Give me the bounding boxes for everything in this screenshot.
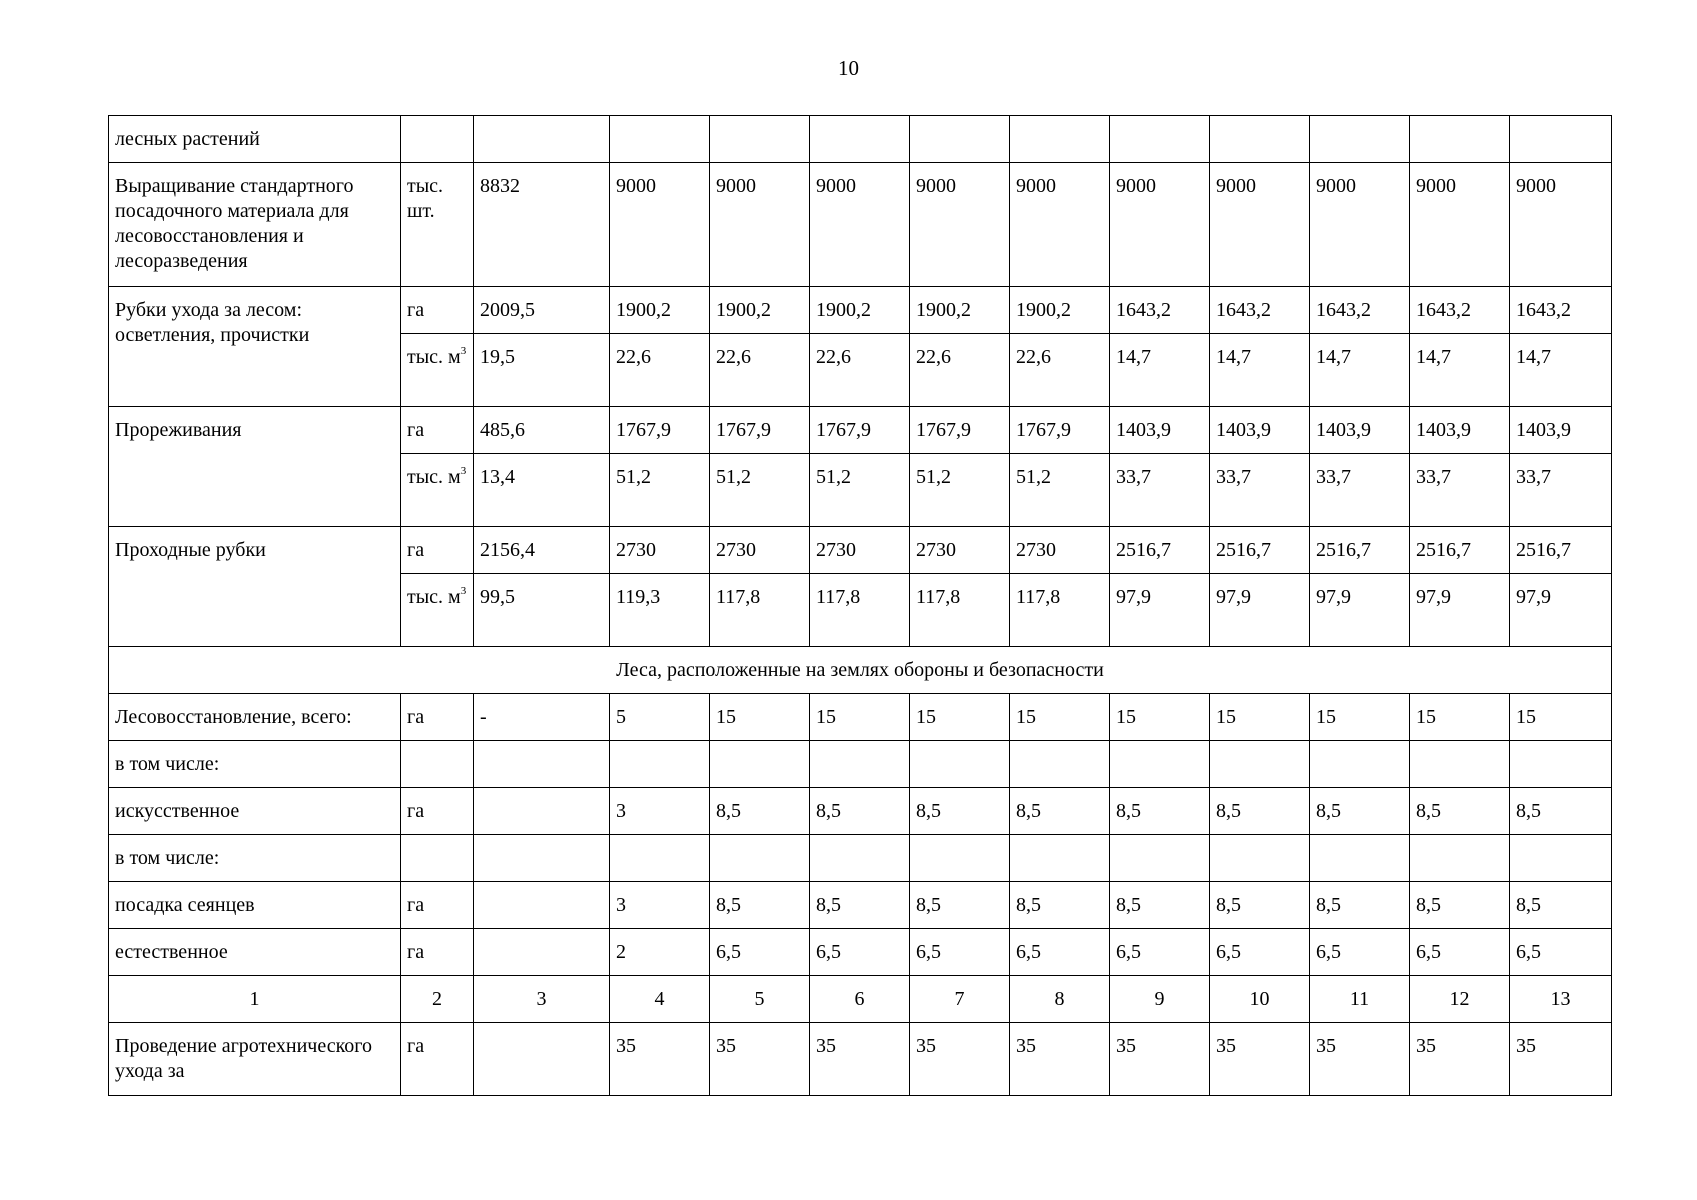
row-name: посадка сеянцев [109,882,401,929]
row-name: лесных растений [109,116,401,163]
column-number: 4 [610,976,710,1023]
empty-cell [910,741,1010,788]
value-cell: 1403,9 [1110,407,1210,454]
empty-cell [474,741,610,788]
row-name: в том числе: [109,741,401,788]
value-cell: 35 [910,1023,1010,1096]
value-cell: 14,7 [1410,334,1510,407]
value-cell: 2516,7 [1110,527,1210,574]
value-cell: 117,8 [810,574,910,647]
empty-cell [1010,835,1110,882]
value-cell: 15 [1010,694,1110,741]
value-cell: 97,9 [1510,574,1612,647]
empty-cell [1010,741,1110,788]
row-name: искусственное [109,788,401,835]
table-row [109,788,1612,835]
value-cell: 2730 [710,527,810,574]
value-cell: 8,5 [1210,882,1310,929]
value-cell: 1767,9 [810,407,910,454]
value-cell: 8,5 [1010,788,1110,835]
value-cell: 14,7 [1510,334,1612,407]
column-number: 2 [401,976,474,1023]
column-number: 1 [109,976,401,1023]
table-body [109,116,1612,1096]
column-number: 9 [1110,976,1210,1023]
empty-cell [1010,116,1110,163]
value-cell: 51,2 [710,454,810,527]
unit-label: тыс. м [407,346,461,368]
unit-cell: га [401,527,474,574]
value-cell: 485,6 [474,407,610,454]
value-cell: 2009,5 [474,287,610,334]
value-cell: 8,5 [1010,882,1110,929]
value-cell: 2730 [810,527,910,574]
empty-cell [401,116,474,163]
row-name: Проведение агротехнического ухода за [109,1023,401,1096]
empty-cell [910,835,1010,882]
value-cell: 35 [610,1023,710,1096]
value-cell: 8,5 [1110,882,1210,929]
value-cell: 51,2 [1010,454,1110,527]
value-cell: 33,7 [1210,454,1310,527]
unit-cell: га [401,1023,474,1096]
value-cell: 22,6 [1010,334,1110,407]
value-cell: 9000 [1410,163,1510,287]
value-cell: 9000 [1010,163,1110,287]
value-cell: 8,5 [710,788,810,835]
value-cell: 9000 [610,163,710,287]
value-cell: 22,6 [910,334,1010,407]
forestry-plan-table [108,115,1612,1096]
value-cell: - [474,694,610,741]
value-cell: 6,5 [1210,929,1310,976]
empty-cell [1210,741,1310,788]
empty-cell [1510,116,1612,163]
value-cell: 14,7 [1210,334,1310,407]
value-cell: 1767,9 [710,407,810,454]
column-number: 5 [710,976,810,1023]
value-cell: 15 [910,694,1010,741]
empty-cell [1510,835,1612,882]
unit-label: тыс. м [407,466,461,488]
value-cell: 1900,2 [610,287,710,334]
empty-cell [1410,741,1510,788]
empty-cell [610,116,710,163]
value-cell: 9000 [1310,163,1410,287]
value-cell: 15 [810,694,910,741]
row-name: Рубки ухода за лесом: осветления, прочистки [109,287,401,407]
row-name: Выращивание стандартного посадочного материала для лесовосстановления и лесоразведения [109,163,401,287]
row-name: Прореживания [109,407,401,527]
table-row [109,835,1612,882]
empty-cell [810,835,910,882]
table-row [109,694,1612,741]
unit-cell [401,574,474,647]
value-cell: 2516,7 [1510,527,1612,574]
value-cell: 33,7 [1510,454,1612,527]
empty-cell [610,741,710,788]
table-row [109,741,1612,788]
value-cell: 35 [1010,1023,1110,1096]
value-cell: 8,5 [1210,788,1310,835]
table-row [109,882,1612,929]
empty-cell [1110,741,1210,788]
value-cell: 19,5 [474,334,610,407]
empty-cell [1310,741,1410,788]
value-cell: 51,2 [910,454,1010,527]
empty-cell [710,835,810,882]
empty-cell [1210,835,1310,882]
empty-cell [610,835,710,882]
row-name: Проходные рубки [109,527,401,647]
empty-cell [474,835,610,882]
value-cell: 14,7 [1310,334,1410,407]
value-cell: 1767,9 [1010,407,1110,454]
value-cell: 8832 [474,163,610,287]
value-cell: 15 [1310,694,1410,741]
value-cell: 8,5 [710,882,810,929]
empty-cell [1510,741,1612,788]
column-number: 7 [910,976,1010,1023]
table-row [109,1023,1612,1096]
table-row [109,929,1612,976]
value-cell: 1403,9 [1310,407,1410,454]
column-numbers-row [109,976,1612,1023]
empty-cell [810,116,910,163]
value-cell: 35 [710,1023,810,1096]
table-row [109,287,1612,334]
value-cell: 97,9 [1210,574,1310,647]
section-header-row [109,647,1612,694]
unit-superscript: 3 [460,345,467,357]
value-cell: 15 [1210,694,1310,741]
column-number: 8 [1010,976,1110,1023]
value-cell: 117,8 [710,574,810,647]
column-number: 11 [1310,976,1410,1023]
value-cell: 97,9 [1110,574,1210,647]
value-cell: 9000 [910,163,1010,287]
column-number: 13 [1510,976,1612,1023]
value-cell: 1767,9 [610,407,710,454]
value-cell: 8,5 [1310,882,1410,929]
value-cell [474,929,610,976]
value-cell: 1403,9 [1410,407,1510,454]
column-number: 3 [474,976,610,1023]
value-cell: 6,5 [910,929,1010,976]
empty-cell [1410,116,1510,163]
value-cell: 1403,9 [1210,407,1310,454]
value-cell: 14,7 [1110,334,1210,407]
value-cell: 6,5 [1010,929,1110,976]
value-cell: 35 [1310,1023,1410,1096]
unit-cell: га [401,287,474,334]
value-cell: 33,7 [1410,454,1510,527]
value-cell: 5 [610,694,710,741]
value-cell: 1643,2 [1210,287,1310,334]
value-cell [474,882,610,929]
value-cell: 99,5 [474,574,610,647]
value-cell [474,1023,610,1096]
value-cell: 3 [610,788,710,835]
unit-cell: тыс. шт. [401,163,474,287]
unit-superscript: 3 [460,585,467,597]
unit-cell [401,334,474,407]
value-cell: 117,8 [1010,574,1110,647]
empty-cell [1410,835,1510,882]
value-cell: 51,2 [610,454,710,527]
value-cell: 22,6 [610,334,710,407]
value-cell: 1643,2 [1410,287,1510,334]
value-cell: 8,5 [910,882,1010,929]
value-cell: 6,5 [810,929,910,976]
table-row [109,527,1612,574]
empty-cell [401,741,474,788]
value-cell: 6,5 [710,929,810,976]
table-row [109,116,1612,163]
value-cell: 1900,2 [710,287,810,334]
empty-cell [1310,835,1410,882]
value-cell: 9000 [710,163,810,287]
empty-cell [710,741,810,788]
unit-cell: га [401,929,474,976]
unit-cell [401,454,474,527]
value-cell: 22,6 [810,334,910,407]
table-row [109,407,1612,454]
value-cell: 2730 [1010,527,1110,574]
value-cell: 9000 [1510,163,1612,287]
value-cell: 8,5 [1310,788,1410,835]
row-name: Лесовосстановление, всего: [109,694,401,741]
row-name: в том числе: [109,835,401,882]
value-cell: 35 [1510,1023,1612,1096]
empty-cell [910,116,1010,163]
value-cell: 97,9 [1410,574,1510,647]
value-cell: 2516,7 [1410,527,1510,574]
unit-label: тыс. м [407,586,461,608]
value-cell: 1767,9 [910,407,1010,454]
row-name: естественное [109,929,401,976]
unit-cell: га [401,407,474,454]
empty-cell [474,116,610,163]
value-cell: 2 [610,929,710,976]
value-cell: 1643,2 [1510,287,1612,334]
value-cell: 8,5 [1110,788,1210,835]
empty-cell [810,741,910,788]
value-cell: 9000 [1110,163,1210,287]
value-cell: 15 [1410,694,1510,741]
value-cell: 97,9 [1310,574,1410,647]
value-cell: 8,5 [810,882,910,929]
value-cell: 9000 [1210,163,1310,287]
value-cell: 2730 [910,527,1010,574]
value-cell: 1643,2 [1310,287,1410,334]
value-cell: 33,7 [1110,454,1210,527]
value-cell: 1403,9 [1510,407,1612,454]
value-cell [474,788,610,835]
unit-cell: га [401,882,474,929]
column-number: 10 [1210,976,1310,1023]
value-cell: 6,5 [1410,929,1510,976]
value-cell: 8,5 [1510,788,1612,835]
value-cell: 35 [1210,1023,1310,1096]
value-cell: 35 [810,1023,910,1096]
value-cell: 22,6 [710,334,810,407]
empty-cell [1110,835,1210,882]
empty-cell [710,116,810,163]
value-cell: 8,5 [910,788,1010,835]
unit-cell: га [401,788,474,835]
value-cell: 8,5 [1510,882,1612,929]
page-number: 10 [838,56,859,80]
value-cell: 6,5 [1110,929,1210,976]
value-cell: 15 [710,694,810,741]
value-cell: 35 [1410,1023,1510,1096]
column-number: 6 [810,976,910,1023]
value-cell: 6,5 [1310,929,1410,976]
empty-cell [1110,116,1210,163]
value-cell: 1900,2 [810,287,910,334]
value-cell: 3 [610,882,710,929]
value-cell: 15 [1510,694,1612,741]
value-cell: 117,8 [910,574,1010,647]
value-cell: 13,4 [474,454,610,527]
empty-cell [1210,116,1310,163]
column-number: 12 [1410,976,1510,1023]
value-cell: 1900,2 [1010,287,1110,334]
value-cell: 15 [1110,694,1210,741]
unit-superscript: 3 [460,465,467,477]
section-title: Леса, расположенные на землях обороны и безопасности [109,647,1612,694]
value-cell: 2516,7 [1210,527,1310,574]
value-cell: 119,3 [610,574,710,647]
value-cell: 2516,7 [1310,527,1410,574]
value-cell: 8,5 [1410,882,1510,929]
value-cell: 1900,2 [910,287,1010,334]
empty-cell [401,835,474,882]
empty-cell [1310,116,1410,163]
unit-cell: га [401,694,474,741]
value-cell: 2156,4 [474,527,610,574]
value-cell: 35 [1110,1023,1210,1096]
value-cell: 8,5 [810,788,910,835]
value-cell: 1643,2 [1110,287,1210,334]
table-row [109,163,1612,287]
value-cell: 9000 [810,163,910,287]
value-cell: 6,5 [1510,929,1612,976]
value-cell: 51,2 [810,454,910,527]
value-cell: 8,5 [1410,788,1510,835]
value-cell: 33,7 [1310,454,1410,527]
value-cell: 2730 [610,527,710,574]
